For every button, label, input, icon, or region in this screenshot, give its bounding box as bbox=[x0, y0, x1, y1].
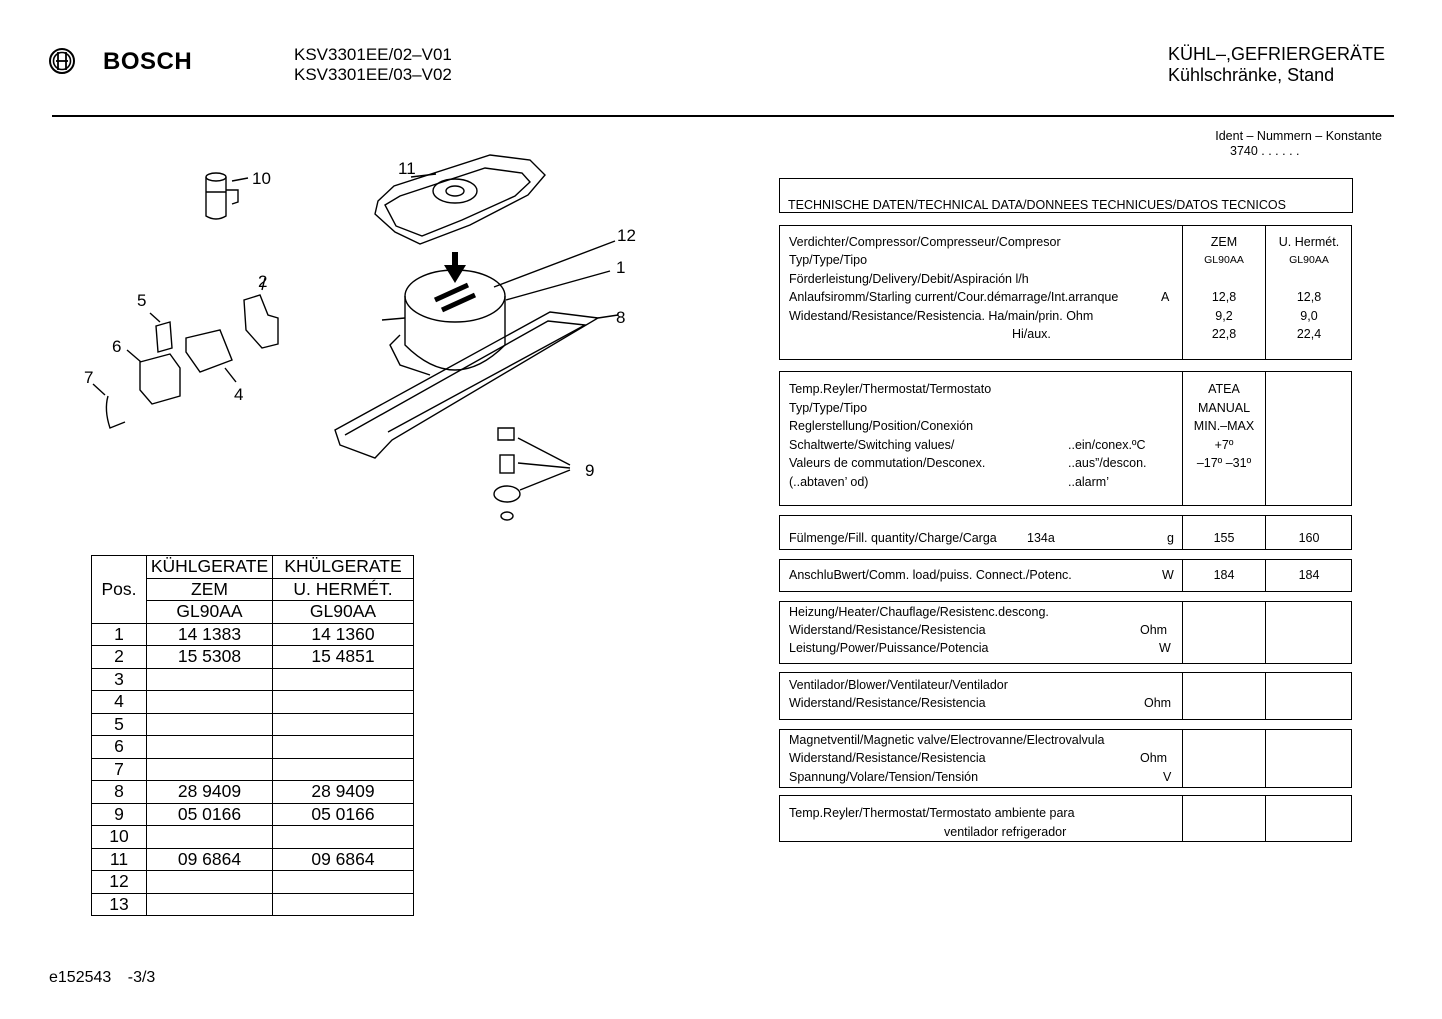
exploded-parts-diagram bbox=[80, 150, 660, 530]
callout-label: 6 bbox=[112, 337, 122, 356]
part-number-cell bbox=[147, 893, 273, 916]
pos-cell: 11 bbox=[92, 848, 147, 871]
part-number-cell bbox=[273, 871, 414, 894]
spec-value: MANUAL bbox=[1197, 401, 1251, 415]
pos-cell: 6 bbox=[92, 736, 147, 759]
brand-name: BOSCH bbox=[103, 48, 193, 75]
spec-sublabel: ..aus”/descon. bbox=[1068, 456, 1147, 470]
part-number-cell: 15 5308 bbox=[147, 646, 273, 669]
mounting-arrow-icon bbox=[444, 252, 466, 283]
table-row bbox=[92, 758, 414, 781]
spec-label: Temp.Reyler/Thermostat/Termostato bbox=[789, 382, 992, 396]
ident-block bbox=[1160, 129, 1382, 159]
cover-part bbox=[186, 330, 236, 382]
footer bbox=[49, 969, 155, 987]
part-number-cell: 28 9409 bbox=[273, 781, 414, 804]
compressor-section bbox=[779, 225, 1352, 360]
spec-value: U. Hermét. bbox=[1278, 235, 1340, 249]
spec-sublabel: ..ein/conex.ºC bbox=[1068, 438, 1146, 452]
spec-label: Typ/Type/Tipo bbox=[789, 253, 868, 267]
pos-cell: 2 bbox=[92, 646, 147, 669]
spec-label: Fülmenge/Fill. quantity/Charge/Carga bbox=[789, 531, 997, 545]
compressor-part bbox=[382, 241, 615, 375]
header-divider bbox=[52, 115, 1394, 117]
spec-value: 12,8 bbox=[1296, 290, 1322, 304]
model-list bbox=[294, 45, 452, 85]
spec-value: 22,8 bbox=[1211, 327, 1237, 341]
callout-label: 11 bbox=[398, 159, 416, 178]
part-number-cell bbox=[273, 736, 414, 759]
spec-label: Magnetventil/Magnetic valve/Electrovanne/Electrovalvula bbox=[789, 733, 1105, 747]
spec-value: 9,2 bbox=[1215, 309, 1233, 323]
part-number-cell: 05 0166 bbox=[147, 803, 273, 826]
spec-label: Heizung/Heater/Chauflage/Resistenc.descong. bbox=[789, 605, 1049, 619]
spec-unit: Ohm bbox=[1144, 696, 1172, 710]
connected-load-section bbox=[779, 559, 1352, 592]
heater-section bbox=[779, 601, 1352, 664]
tech-title: TECHNISCHE DATEN/TECHNICAL DATA/DONNEES TECHNICUES/DATOS TECNICOS bbox=[788, 198, 1286, 212]
part-number-cell bbox=[273, 691, 414, 714]
callout-label: 8 bbox=[616, 308, 626, 327]
callout-label: 2 bbox=[258, 272, 268, 291]
part-number-cell bbox=[273, 758, 414, 781]
base-rail-part bbox=[335, 312, 618, 458]
part-number-cell bbox=[147, 736, 273, 759]
spec-label: Hi/aux. bbox=[1012, 327, 1051, 341]
part-number-cell bbox=[147, 826, 273, 849]
spec-label: Spannung/Volare/Tension/Tensión bbox=[789, 770, 979, 784]
spec-value: –17º –31º bbox=[1196, 456, 1252, 470]
table-row bbox=[92, 803, 414, 826]
part-number-cell: 15 4851 bbox=[273, 646, 414, 669]
refrigerant-type: 134a bbox=[1027, 531, 1055, 545]
document-code: e152543 bbox=[49, 969, 112, 986]
column-header: KHÜLGERATE bbox=[273, 556, 414, 579]
pos-cell: 4 bbox=[92, 691, 147, 714]
fill-quantity-section bbox=[779, 515, 1352, 550]
spec-unit: g bbox=[1167, 531, 1174, 545]
column-header: KÜHLGERATE bbox=[147, 556, 273, 579]
spec-label: Valeurs de commutation/Desconex. bbox=[789, 456, 986, 470]
terminal-box-part bbox=[127, 350, 180, 404]
tech-title-box bbox=[779, 178, 1353, 213]
part-number-cell bbox=[147, 713, 273, 736]
category-title: KÜHL–,GEFRIERGERÄTE bbox=[1168, 44, 1386, 64]
pos-header: Pos. bbox=[92, 556, 147, 624]
spec-value: 9,0 bbox=[1300, 309, 1318, 323]
spec-label: Widerstand/Resistance/Resistencia bbox=[789, 751, 986, 765]
table-row bbox=[92, 646, 414, 669]
pos-cell: 9 bbox=[92, 803, 147, 826]
table-row bbox=[92, 736, 414, 759]
table-row bbox=[92, 623, 414, 646]
spec-label: (..abtaven’ od) bbox=[789, 475, 869, 489]
part-number-cell: 05 0166 bbox=[273, 803, 414, 826]
category-subtitle: Kühlschränke, Stand bbox=[1168, 65, 1335, 85]
spec-label: Schaltwerte/Switching values/ bbox=[789, 438, 955, 452]
pos-cell: 1 bbox=[92, 623, 147, 646]
thermostat-section bbox=[779, 371, 1352, 506]
column-header: ZEM bbox=[147, 578, 273, 601]
pos-cell: 10 bbox=[92, 826, 147, 849]
spec-label: Reglerstellung/Position/Conexión bbox=[789, 419, 974, 433]
model-number: KSV3301EE/03–V02 bbox=[294, 65, 452, 84]
capacitor-part bbox=[206, 173, 248, 219]
spec-unit: W bbox=[1159, 641, 1171, 655]
bosch-armature-icon bbox=[48, 47, 76, 75]
callout-label: 4 bbox=[234, 385, 244, 404]
wire-clip-part bbox=[93, 384, 125, 428]
spec-unit: W bbox=[1162, 568, 1174, 582]
spec-value: 184 bbox=[1298, 568, 1320, 582]
diagram-drawing bbox=[80, 150, 660, 530]
spec-label: Ventilador/Blower/Ventilateur/Ventilador bbox=[789, 678, 1008, 692]
mounting-feet-part bbox=[494, 428, 570, 520]
part-number-cell bbox=[273, 668, 414, 691]
model-number: KSV3301EE/02–V01 bbox=[294, 45, 452, 64]
spec-unit: A bbox=[1161, 290, 1170, 304]
callout-label: 5 bbox=[137, 291, 147, 310]
spec-label: Widestand/Resistance/Resistencia. Ha/main/prin. Ohm bbox=[789, 309, 1094, 323]
table-row bbox=[92, 871, 414, 894]
spec-label: Förderleistung/Delivery/Debit/Aspiración l/h bbox=[789, 272, 1029, 286]
spec-label: Leistung/Power/Puissance/Potencia bbox=[789, 641, 989, 655]
spec-value: 12,8 bbox=[1211, 290, 1237, 304]
spec-unit: Ohm bbox=[1140, 623, 1168, 637]
clip-part bbox=[150, 313, 172, 352]
blower-section bbox=[779, 672, 1352, 720]
bosch-logo bbox=[48, 47, 208, 77]
pos-cell: 8 bbox=[92, 781, 147, 804]
part-number-cell bbox=[273, 713, 414, 736]
callout-label: 1 bbox=[616, 258, 626, 277]
spec-value: 22,4 bbox=[1296, 327, 1322, 341]
column-header: GL90AA bbox=[147, 601, 273, 624]
part-number-cell bbox=[147, 691, 273, 714]
part-number-cell bbox=[273, 893, 414, 916]
table-row bbox=[92, 893, 414, 916]
magnetic-valve-section bbox=[779, 729, 1352, 788]
part-number-cell bbox=[147, 668, 273, 691]
column-header: U. HERMÉT. bbox=[273, 578, 414, 601]
spec-value: ATEA bbox=[1208, 382, 1240, 396]
compressor-label-bands bbox=[435, 285, 475, 310]
part-number-cell bbox=[147, 758, 273, 781]
ident-label: Ident – Nummern – Konstante bbox=[1215, 129, 1382, 143]
table-row bbox=[92, 781, 414, 804]
part-number-cell bbox=[273, 826, 414, 849]
spec-unit: Ohm bbox=[1140, 751, 1168, 765]
spec-value: 155 bbox=[1213, 531, 1235, 545]
ident-value: 3740 . . . . . . bbox=[1230, 144, 1300, 158]
table-row bbox=[92, 848, 414, 871]
callout-label: 12 bbox=[617, 226, 636, 245]
callout-label: 10 bbox=[252, 169, 271, 188]
table-row bbox=[92, 691, 414, 714]
spec-value: +7º bbox=[1214, 438, 1234, 452]
pos-cell: 5 bbox=[92, 713, 147, 736]
spec-value: GL90AA bbox=[1204, 254, 1244, 266]
spec-label: Typ/Type/Tipo bbox=[789, 401, 868, 415]
spec-label: ventilador refrigerador bbox=[944, 825, 1067, 839]
part-number-cell: 28 9409 bbox=[147, 781, 273, 804]
category-heading bbox=[1168, 44, 1385, 86]
part-number-cell: 14 1383 bbox=[147, 623, 273, 646]
spec-unit: V bbox=[1163, 770, 1172, 784]
callout-label: 9 bbox=[585, 461, 595, 480]
spec-value: 184 bbox=[1213, 568, 1235, 582]
table-row bbox=[92, 713, 414, 736]
part-number-cell: 09 6864 bbox=[147, 848, 273, 871]
spec-label: Verdichter/Compressor/Compresseur/Compresor bbox=[789, 235, 1061, 249]
spec-value: 160 bbox=[1298, 531, 1320, 545]
spec-label: Widerstand/Resistance/Resistencia bbox=[789, 623, 986, 637]
pos-cell: 13 bbox=[92, 893, 147, 916]
spec-label: AnschluBwert/Comm. load/puiss. Connect./Potenc. bbox=[789, 568, 1072, 582]
spec-sublabel: ..alarm’ bbox=[1068, 475, 1109, 489]
part-number-cell bbox=[147, 871, 273, 894]
spec-label: Anlaufsiromm/Starling current/Cour.démarrage/Int.arranque bbox=[789, 290, 1119, 304]
callout-label: 7 bbox=[84, 368, 94, 387]
spec-value: MIN.–MAX bbox=[1193, 419, 1255, 433]
part-number-cell: 09 6864 bbox=[273, 848, 414, 871]
spec-value: GL90AA bbox=[1289, 254, 1329, 266]
spec-label: Widerstand/Resistance/Resistencia bbox=[789, 696, 986, 710]
table-row bbox=[92, 668, 414, 691]
parts-table bbox=[91, 555, 414, 916]
ambient-thermostat-section bbox=[779, 795, 1352, 842]
spec-label: Temp.Reyler/Thermostat/Termostato ambiente para bbox=[789, 806, 1075, 820]
part-number-cell: 14 1360 bbox=[273, 623, 414, 646]
column-header: GL90AA bbox=[273, 601, 414, 624]
pos-cell: 12 bbox=[92, 871, 147, 894]
pos-cell: 3 bbox=[92, 668, 147, 691]
spec-value: ZEM bbox=[1210, 235, 1238, 249]
page-number: -3/3 bbox=[127, 969, 156, 986]
table-row bbox=[92, 826, 414, 849]
pos-cell: 7 bbox=[92, 758, 147, 781]
